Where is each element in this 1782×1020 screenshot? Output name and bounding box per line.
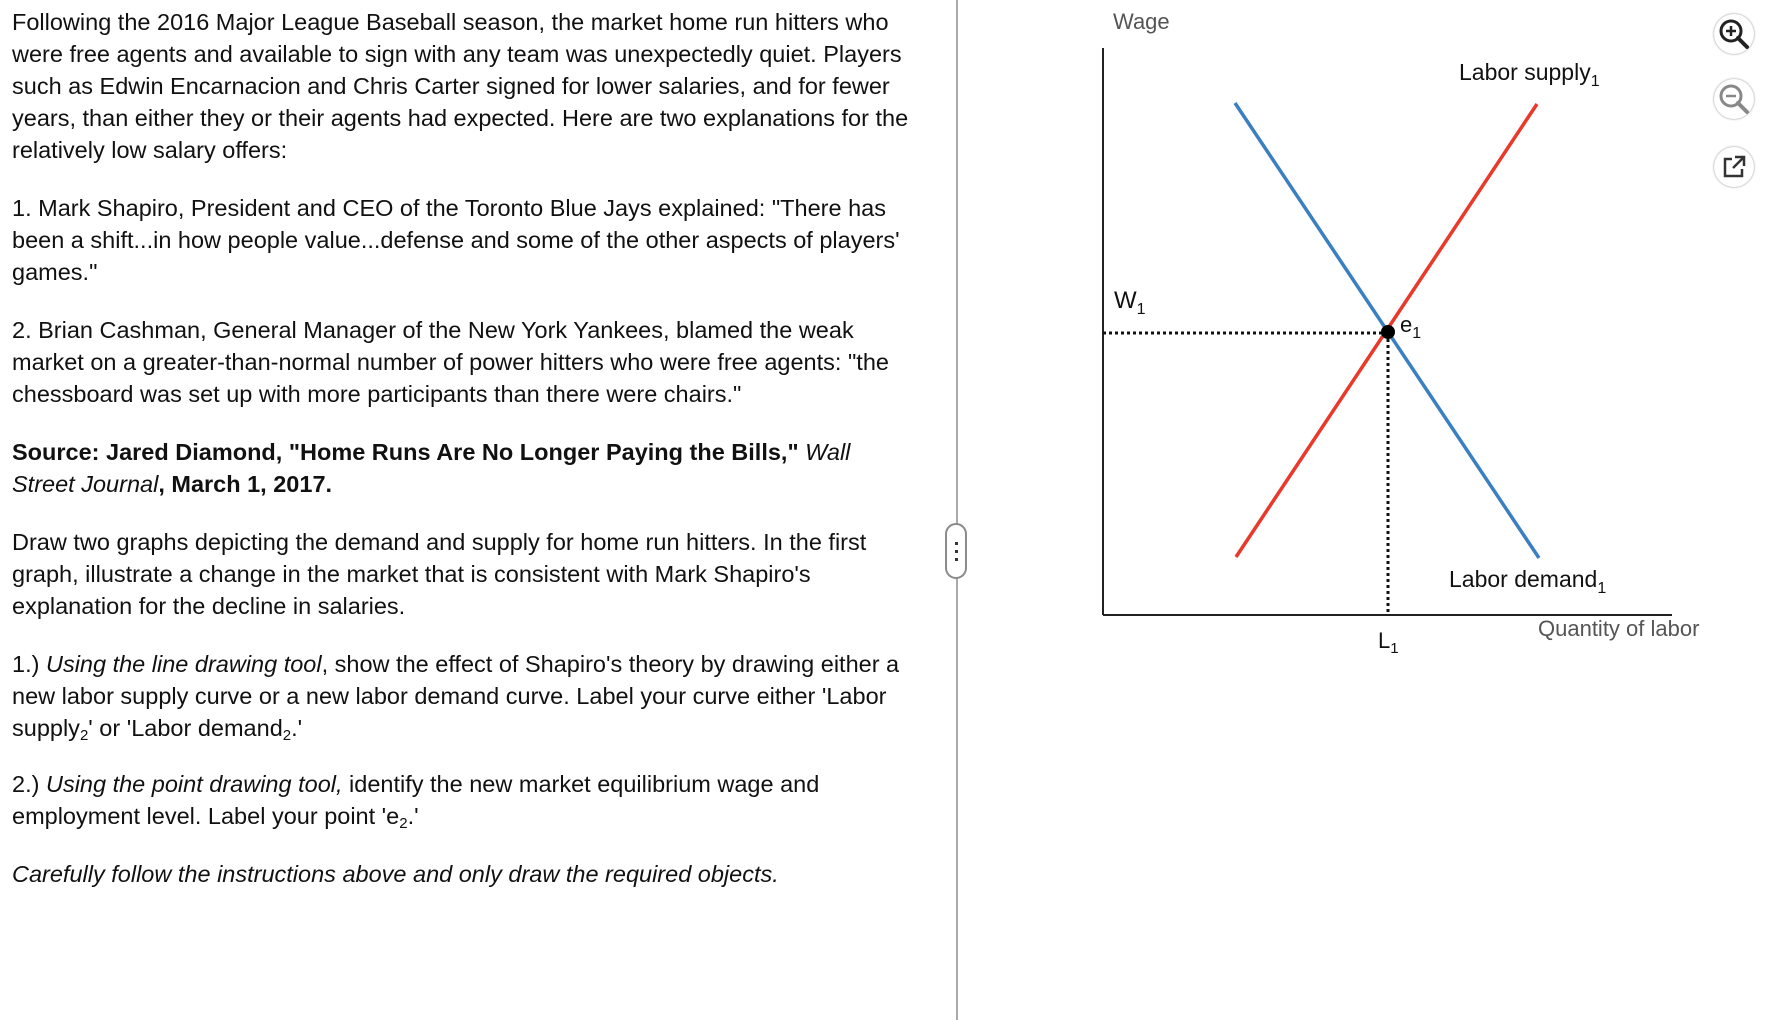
step2-text: identify the new market equilibrium wage and employment level. Label your point 'e <box>12 771 820 829</box>
zoom-in-icon <box>1714 14 1754 54</box>
step2-number: 2.) <box>12 771 46 797</box>
source-prefix: Source: Jared Diamond, "Home Runs Are No Longer Paying the Bills," <box>12 439 806 465</box>
step1-sub1: 2 <box>79 727 89 744</box>
explanation-shapiro: 1. Mark Shapiro, President and CEO of the Toronto Blue Jays explained: "There has been a shift...in how people value...defense and some of the other aspects of players' games." <box>12 195 900 285</box>
zoom-in-button[interactable] <box>1714 14 1754 54</box>
step2-end: .' <box>407 803 419 829</box>
step2-tool: Using the point drawing tool, <box>45 771 343 797</box>
equilibrium-label: $e_1$ <box>1400 312 1422 342</box>
step1-end: .' <box>291 715 303 741</box>
labor-supply-label: Labor supply$_1$ <box>1459 59 1600 90</box>
zoom-out-button[interactable] <box>1714 79 1754 119</box>
task-paragraph: Draw two graphs depicting the demand and supply for home run hitters. In the first graph, illustrate a change in the market that is consistent with Mark Shapiro's explanation for the decline in salaries. <box>12 529 867 619</box>
source-suffix: , March 1, 2017. <box>158 471 333 497</box>
quantity-label: $L_1$ <box>1378 628 1399 657</box>
step2-sub: 2 <box>399 815 408 832</box>
source-journal: Wall Street Journal <box>12 439 851 497</box>
step1-mid: ' or 'Labor demand <box>88 715 283 741</box>
y-axis-label: Wage <box>1113 9 1170 34</box>
explanation-cashman: 2. Brian Cashman, General Manager of the New York Yankees, blamed the weak market on a greater-than-normal number of power hitters who were free agents: "the chessboard was set up with more participants than there were chairs." <box>12 317 889 407</box>
wage-label: $W_1$ <box>1114 287 1146 318</box>
open-external-button[interactable] <box>1714 147 1754 187</box>
equilibrium-point[interactable] <box>1381 325 1395 339</box>
zoom-out-icon <box>1714 79 1754 119</box>
labor-demand-label: Labor demand$_1$ <box>1449 566 1607 597</box>
step1-text: , show the effect of Shapiro's theory by drawing either a new labor supply curve or a new labor demand curve. Label your curve either 'Labor supply <box>12 651 900 741</box>
x-axis-label: Quantity of labor <box>1538 616 1700 641</box>
footer-note: Carefully follow the instructions above and only draw the required objects. <box>12 861 779 887</box>
step1-number: 1.) <box>12 651 46 677</box>
step1-sub2: 2 <box>282 727 292 744</box>
open-external-icon <box>1714 147 1754 187</box>
step1-tool: Using the line drawing tool <box>45 651 322 677</box>
intro-paragraph: Following the 2016 Major League Baseball season, the market home run hitters who were free agents and available to sign with any team was unexpectedly quiet. Players such as Edwin Encarnacion and Chris Carter signed for lower salaries, and for fewer years, than either they or their agents had expected. Here are two explanations for the relatively low salary offers: <box>12 9 909 163</box>
